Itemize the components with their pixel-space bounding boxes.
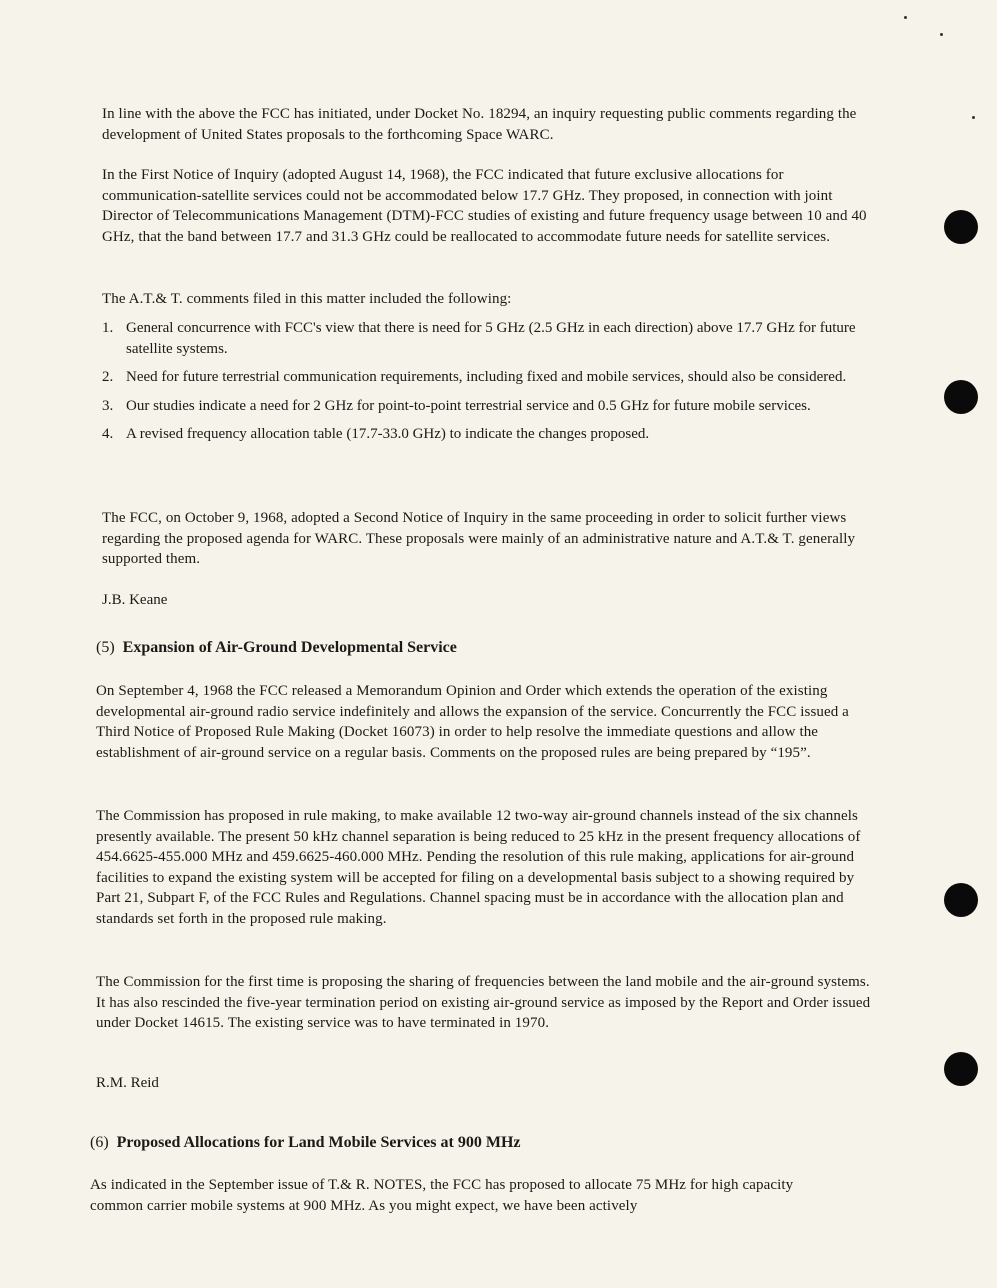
paragraph-att-comments-intro: The A.T.& T. comments filed in this matter included the following: — [102, 291, 512, 307]
punch-hole-decoration — [944, 210, 978, 244]
section-number: (6) — [90, 1134, 109, 1151]
section-heading-6 — [90, 1134, 520, 1152]
speck-decoration — [904, 16, 907, 19]
signature-keane: J.B. Keane — [102, 592, 168, 608]
paragraph-second-notice: The FCC, on October 9, 1968, adopted a Second Notice of Inquiry in the same proceeding in order to solicit further views regarding the proposed agenda for WARC. These proposals were mainly of an administrative nature and A.T.& T. generally supported them. — [102, 510, 856, 568]
paragraph-air-ground-order: On September 4, 1968 the FCC released a Memorandum Opinion and Order which extends the operation of the existing developmental air-ground radio service indefinitely and allows the expansion of the service. Concurrently the FCC issued a Third Notice of Proposed Rule Making (Docket 16073) in order to help resolve the immediate questions and allow the establishment of air-ground service on a regular basis. Comments on the proposed rules are being prepared by “195”. — [96, 683, 849, 761]
list-item — [102, 318, 872, 359]
list-item — [102, 424, 872, 445]
paragraph-space-warc-inquiry: In line with the above the FCC has initiated, under Docket No. 18294, an inquiry requesting public comments regarding the development of United States proposals to the forthcoming Space WARC. — [102, 106, 857, 143]
section-title: Expansion of Air-Ground Developmental Service — [122, 639, 457, 656]
list-item-number: 4. — [102, 426, 114, 443]
list-item — [102, 396, 872, 417]
section-number: (5) — [96, 639, 115, 656]
list-item-text: General concurrence with FCC's view that there is need for 5 GHz (2.5 GHz in each direction) above 17.7 GHz for future satellite systems. — [126, 320, 856, 357]
paragraph-first-notice: In the First Notice of Inquiry (adopted August 14, 1968), the FCC indicated that future exclusive allocations for communication-satellite services could not be accommodated below 17.7 GHz. They proposed, in connection with joint Director of Telecommunications Management (DTM)-FCC studies of existing and future frequency usage between 10 and 40 GHz, that the band between 17.7 and 31.3 GHz could be reallocated to accommodate future needs for satellite services. — [102, 167, 867, 245]
section-title: Proposed Allocations for Land Mobile Services at 900 MHz — [116, 1134, 521, 1151]
paragraph-rule-making: The Commission has proposed in rule making, to make available 12 two-way air-ground channels instead of the six channels presently available. The present 50 kHz channel separation is being reduced to 25 kHz in the present frequency allocations of 454.6625-455.000 MHz and 459.6625-460.000 MHz. Pending the resolution of this rule making, applications for air-ground facilities to expand the existing system will be accepted for filing on a developmental basis subject to a showing required by Part 21, Subpart F, of the FCC Rules and Regulations. Channel spacing must be in accordance with the allocation plan and standards set forth in the proposed rule making. — [96, 808, 861, 927]
list-item-number: 2. — [102, 369, 114, 386]
signature-reid: R.M. Reid — [96, 1075, 159, 1091]
paragraph-frequency-sharing: The Commission for the first time is proposing the sharing of frequencies between the land mobile and the air-ground systems. It has also rescinded the five-year termination period on existing air-ground service as imposed by the Report and Order issued under Docket 14615. The existing service was to have terminated in 1970. — [96, 974, 871, 1032]
punch-hole-decoration — [944, 1052, 978, 1086]
punch-hole-decoration — [944, 380, 978, 414]
att-comments-list — [102, 318, 872, 453]
list-item-number: 3. — [102, 397, 114, 414]
list-item-text: Our studies indicate a need for 2 GHz for point-to-point terrestrial service and 0.5 GHz for future mobile services. — [126, 397, 811, 414]
section-heading-5 — [96, 639, 457, 657]
list-item-text: A revised frequency allocation table (17.7-33.0 GHz) to indicate the changes proposed. — [126, 426, 650, 443]
list-item-number: 1. — [102, 320, 114, 336]
list-item-text: Need for future terrestrial communication requirements, including fixed and mobile services, should also be considered. — [126, 369, 847, 386]
speck-decoration — [940, 33, 943, 36]
list-item — [102, 367, 872, 388]
speck-decoration — [972, 116, 975, 119]
punch-hole-decoration — [944, 883, 978, 917]
paragraph-900mhz-allocation: As indicated in the September issue of T.& R. NOTES, the FCC has proposed to allocate 75 MHz for high capacity common carrier mobile systems at 900 MHz. As you might expect, we have been actively — [90, 1177, 794, 1214]
